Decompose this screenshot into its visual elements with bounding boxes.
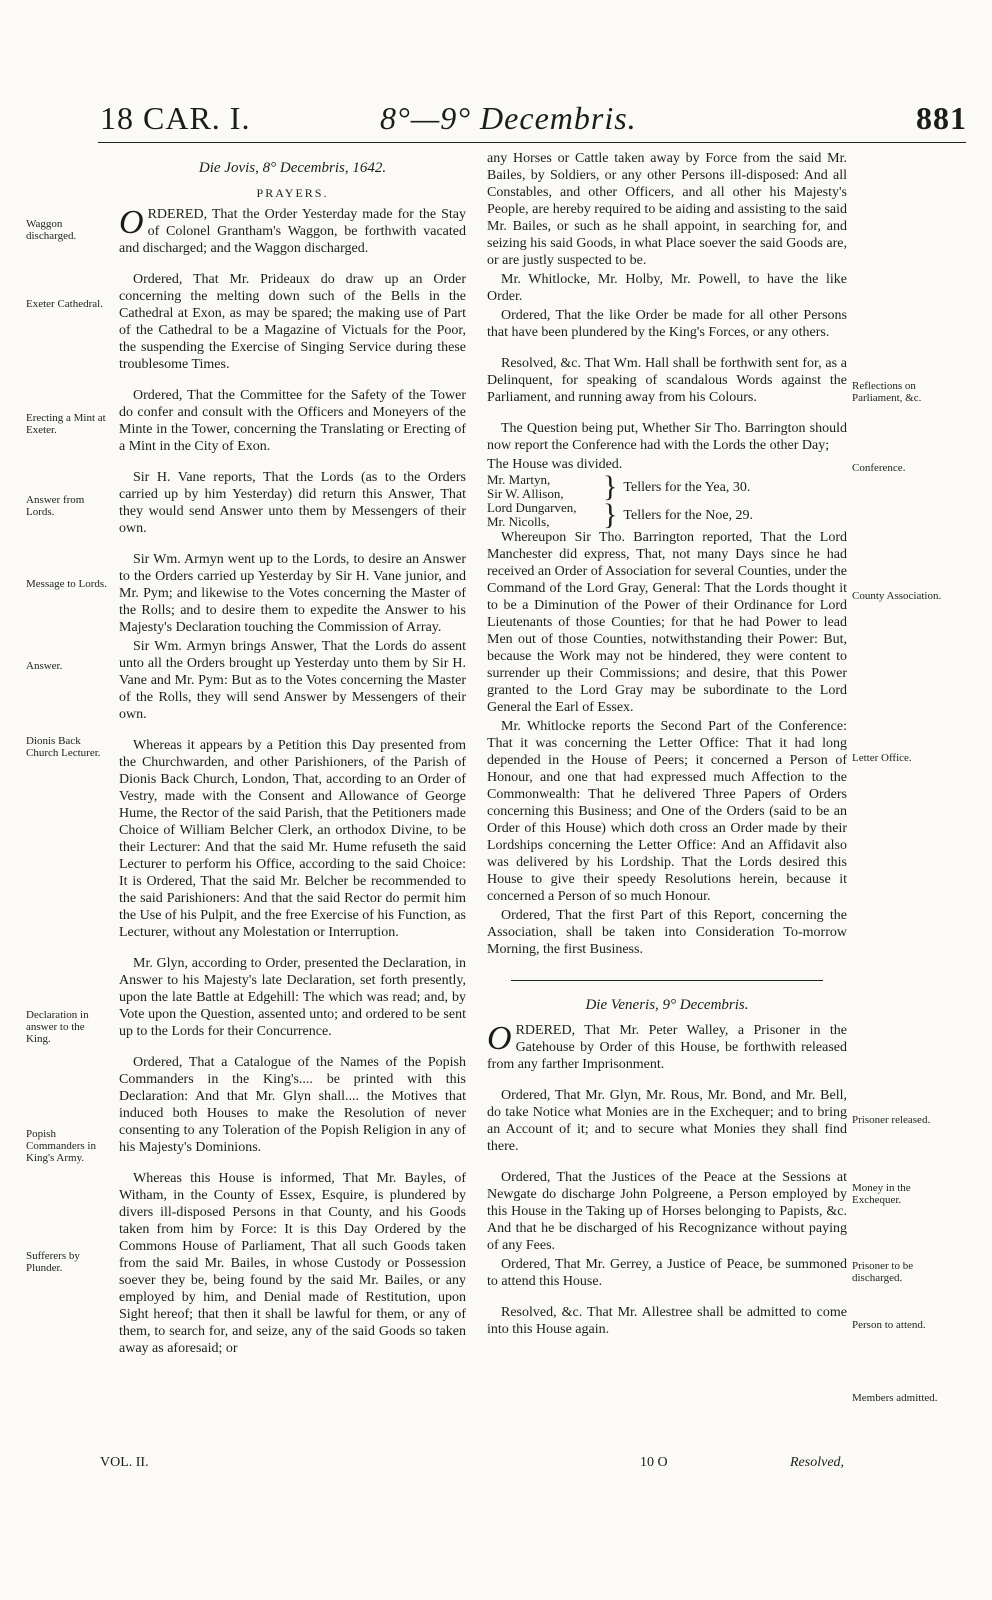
margin-note: Letter Office. — [852, 752, 912, 764]
entry-question: The Question being put, Whether Sir Tho. Barrington should now report the Conference had with the Lords the other Day; — [487, 421, 847, 453]
session-title: Die Veneris, 9° Decembris. — [585, 997, 749, 1013]
entry-mint: Ordered, That the Committee for the Safety of the Tower do confer and consult with the Officers and Moneyers of the Minte in the Tower, concerning the Translating or Erecting of a Mint in the City of Exon. — [119, 388, 466, 454]
entry-association: Ordered, That the first Part of this Report, concerning the Association, shall be taken into Consideration To-morrow Morning, the first Business. — [487, 908, 847, 957]
margin-note: Dionis Back Church Lecturer. — [26, 735, 101, 759]
margin-note: Exeter Cathedral. — [26, 298, 103, 310]
entry-text: RDERED, That Mr. Peter Walley, a Prisoner in the Gatehouse by Order of this House, be forthwith released from any farther Imprisonment. — [487, 1023, 847, 1072]
margin-note: Erecting a Mint at Exeter. — [26, 412, 106, 436]
margin-note: Members admitted. — [852, 1392, 938, 1404]
drop-cap: O — [119, 204, 144, 241]
margin-note: Person to attend. — [852, 1319, 926, 1331]
margin-note: Prisoner released. — [852, 1114, 931, 1126]
entry-text: RDERED, That the Order Yesterday made for the Stay of Colonel Grantham's Waggon, be forthwith vacated and discharged; and the Waggon discharged. — [119, 207, 466, 256]
margin-note: County Association. — [852, 590, 942, 602]
entry-popish: Ordered, That a Catalogue of the Names of the Popish Commanders in the King's.... be printed with this Declaration: And that Mr. Glyn shall.... the Motives that induced both Houses to make the Resolution of never consenting to any Toleration of the Popish Religion in any of his Majesty's Dominions. — [119, 1055, 466, 1155]
prayers-heading: PRAYERS. — [256, 186, 329, 200]
entry-gerrey: Ordered, That Mr. Gerrey, a Justice of Peace, be summoned to attend this House. — [487, 1257, 847, 1289]
margin-note: Conference. — [852, 462, 906, 474]
margin-note: Money in the Exchequer. — [852, 1182, 911, 1206]
entry-walley — [487, 1022, 847, 1073]
margin-note: Declaration in answer to the King. — [26, 1009, 89, 1045]
entry-exeter: Ordered, That Mr. Prideaux do draw up an Order concerning the melting down such of the Bells in the Cathedral at Exon, as may be spared; the making use of Part of the Cathedral to be a Magazine of Victuals for the Poor, the suspending the Exercise of Singing Service during these troublesome Times. — [119, 272, 466, 372]
tellers-yea — [487, 470, 847, 503]
margin-note: Answer. — [26, 660, 63, 672]
page-number: 881 — [916, 100, 967, 136]
entry-plunder: Whereas this House is informed, That Mr. Bayles, of Witham, in the County of Essex, Esquire, is plundered by divers ill-disposed Persons in that County, and his Goods taken from him by Force: It is this Day Ordered by the Commons House of Parliament, That all such Goods taken from the said Mr. Bailes, in whose Custody or Possession soever they be, being found by the said Mr. Bailes, or any employed by him, and Denial made of Restitution, upon Sight hereof; that then it shall be lawful for them, or any of them, to search for, and seize, any of the said Goods so taken away as aforesaid; or — [119, 1171, 466, 1356]
entry-like-order: Ordered, That the like Order be made for all other Persons that have been plundered by the King's Forces, or any others. — [487, 308, 847, 340]
teller-name: Mr. Martyn, — [487, 472, 551, 487]
margin-note: Prisoner to be discharged. — [852, 1260, 914, 1284]
entry-continued: any Horses or Cattle taken away by Force from the said Mr. Bailes, by Soldiers, or any other Persons ill-disposed: And all Constables, and other Officers, and all other his Majesty's People, are hereby required to be aiding and assisting to the said Mr. Bailes, or such as he shall appoint, in searching for, and seizing his said Goods, in what Place soever the said Goods are, or are justly suspected to be. — [487, 151, 848, 268]
margin-note: Answer from Lords. — [26, 494, 85, 518]
entry-declaration: Mr. Glyn, according to Order, presented the Declaration, in Answer to his Majesty's late Declaration, set forth presently, upon the late Battle at Edgehill: The which was read; and, by Vote upon the Question, assented unto; and ordered to be sent up to the Lords for their Concurrence. — [119, 956, 466, 1039]
entry-polgreene: Ordered, That the Justices of the Peace at the Sessions at Newgate do discharge John Polgreene, a Person employed by this House in the Taking up of Horses belonging to Papists, &c. And that he be discharged of his Recognizance without paying of any Fees. — [487, 1170, 847, 1253]
header-rule — [98, 142, 966, 143]
division-line: The House was divided. — [487, 457, 623, 472]
signature-mark: 10 O — [640, 1455, 668, 1470]
entry-barrington-report: Whereupon Sir Tho. Barrington reported, That the Lord Manchester did express, That, not many Days since he had received an Order of Association for several Counties, under the Command of the Lord Gray, General: That the Lords thought it to be a Diminution of the Power of their Ordinance for Lord Lieutenants of those Counties; for that he had Power to lead Men out of those Counties, notwithstanding their Power: But, because the Work may not be hindered, they were content to surrender up their Commissions; and desire, that this Power granted to the Lord Gray may be subordinate to the Lord General the Earl of Essex. — [487, 530, 847, 715]
brace: } — [603, 470, 618, 503]
tellers-noe — [487, 498, 847, 531]
catchword: Resolved, — [790, 1455, 845, 1470]
volume-label: VOL. II. — [100, 1455, 149, 1470]
margin-note: Reflections on Parliament, &c. — [852, 380, 922, 404]
entry-exchequer: Ordered, That Mr. Glyn, Mr. Rous, Mr. Bond, and Mr. Bell, do take Notice what Monies are in the Exchequer; and to bring an Account of it; and to secure what Monies they shall find there. — [487, 1088, 847, 1154]
drop-cap: O — [487, 1020, 512, 1057]
brace: } — [603, 498, 618, 531]
margin-note: Message to Lords. — [26, 578, 107, 590]
header-left: 18 CAR. I. — [100, 100, 251, 136]
right-column — [487, 150, 847, 1340]
entry-wm-hall: Resolved, &c. That Wm. Hall shall be forthwith sent for, as a Delinquent, for speaking of scandalous Words against the Parliament, and running away from his Colours. — [487, 356, 847, 405]
entry-answer: Sir Wm. Armyn brings Answer, That the Lords do assent unto all the Orders brought up Yesterday unto them by Sir H. Vane and Mr. Pym: But as to the Votes concerning the Master of the Rolls, they will send Answer by Messengers of their own. — [119, 639, 466, 722]
tellers-noe-count: Tellers for the Noe, 29. — [623, 507, 754, 523]
entry-answer-lords: Sir H. Vane reports, That the Lords (as to the Orders carried up by him Yesterday) did return this Answer, That they would send Answer unto them by Messengers of their own. — [119, 470, 466, 536]
entry-dionis: Whereas it appears by a Petition this Day presented from the Churchwarden, and other Parishioners, of the Parish of Dionis Back Church, London, That, according to an Order of Vestry, made with the Consent and Allowance of George Hume, the Rector of the said Parish, that the Petitioners made Choice of William Belcher Clerk, an orthodox Divine, to be their Lecturer: And that the said Mr. Hume refuseth the said Lecturer to perform his Office, according to the said Choice: It is Ordered, That the said Mr. Belcher be recommended to the said Parishioners: And that the said Rector do permit him the Use of his Pulpit, and the free Exercise of his Function, as Lecturer, without any Molestation or Interruption. — [119, 738, 466, 940]
header-center: 8°—9° Decembris. — [380, 100, 637, 136]
left-column — [119, 150, 466, 1359]
margin-note: Popish Commanders in King's Army. — [26, 1128, 96, 1164]
entry-whitlocke-report: Mr. Whitlocke reports the Second Part of the Conference: That it was concerning the Letter Office: That it had long depended in the House of Peers; it concerned a Person of Honour, and one that had expressed much Affection to the Commonwealth: That he delivered Three Papers of Orders concerning this Business; and One of the Orders (said to be an Order of this House) which doth cross an Order made by their Lordships concerning the Letter Office: And an Affidavit also was delivered by his Lordship. That the Lords desired this House to give their speedy Resolutions herein, because it concerned a Person of so much Honour. — [487, 719, 847, 904]
teller-name: Mr. Nicolls, — [487, 514, 550, 529]
teller-name: Sir W. Allison, — [487, 486, 564, 501]
entry-allestree: Resolved, &c. That Mr. Allestree shall be admitted to come into this House again. — [487, 1305, 847, 1337]
session-title: Die Jovis, 8° Decembris, 1642. — [198, 160, 387, 176]
teller-name: Lord Dungarven, — [487, 500, 577, 515]
margin-note: Sufferers by Plunder. — [26, 1250, 80, 1274]
margin-note: Waggon discharged. — [26, 218, 77, 242]
entry-message-lords: Sir Wm. Armyn went up to the Lords, to desire an Answer to the Orders carried up Yesterday by Sir H. Vane junior, and Mr. Pym; and likewise to the Votes concerning the Master of the Rolls; and to desire them to expedite the Answer to his Majesty's Declaration touching the Commission of Array. — [119, 552, 466, 635]
section-divider — [511, 980, 823, 981]
entry-waggon — [119, 206, 466, 257]
tellers-yea-count: Tellers for the Yea, 30. — [623, 479, 751, 495]
entry-whitlocke: Mr. Whitlocke, Mr. Holby, Mr. Powell, to have the like Order. — [487, 272, 847, 304]
